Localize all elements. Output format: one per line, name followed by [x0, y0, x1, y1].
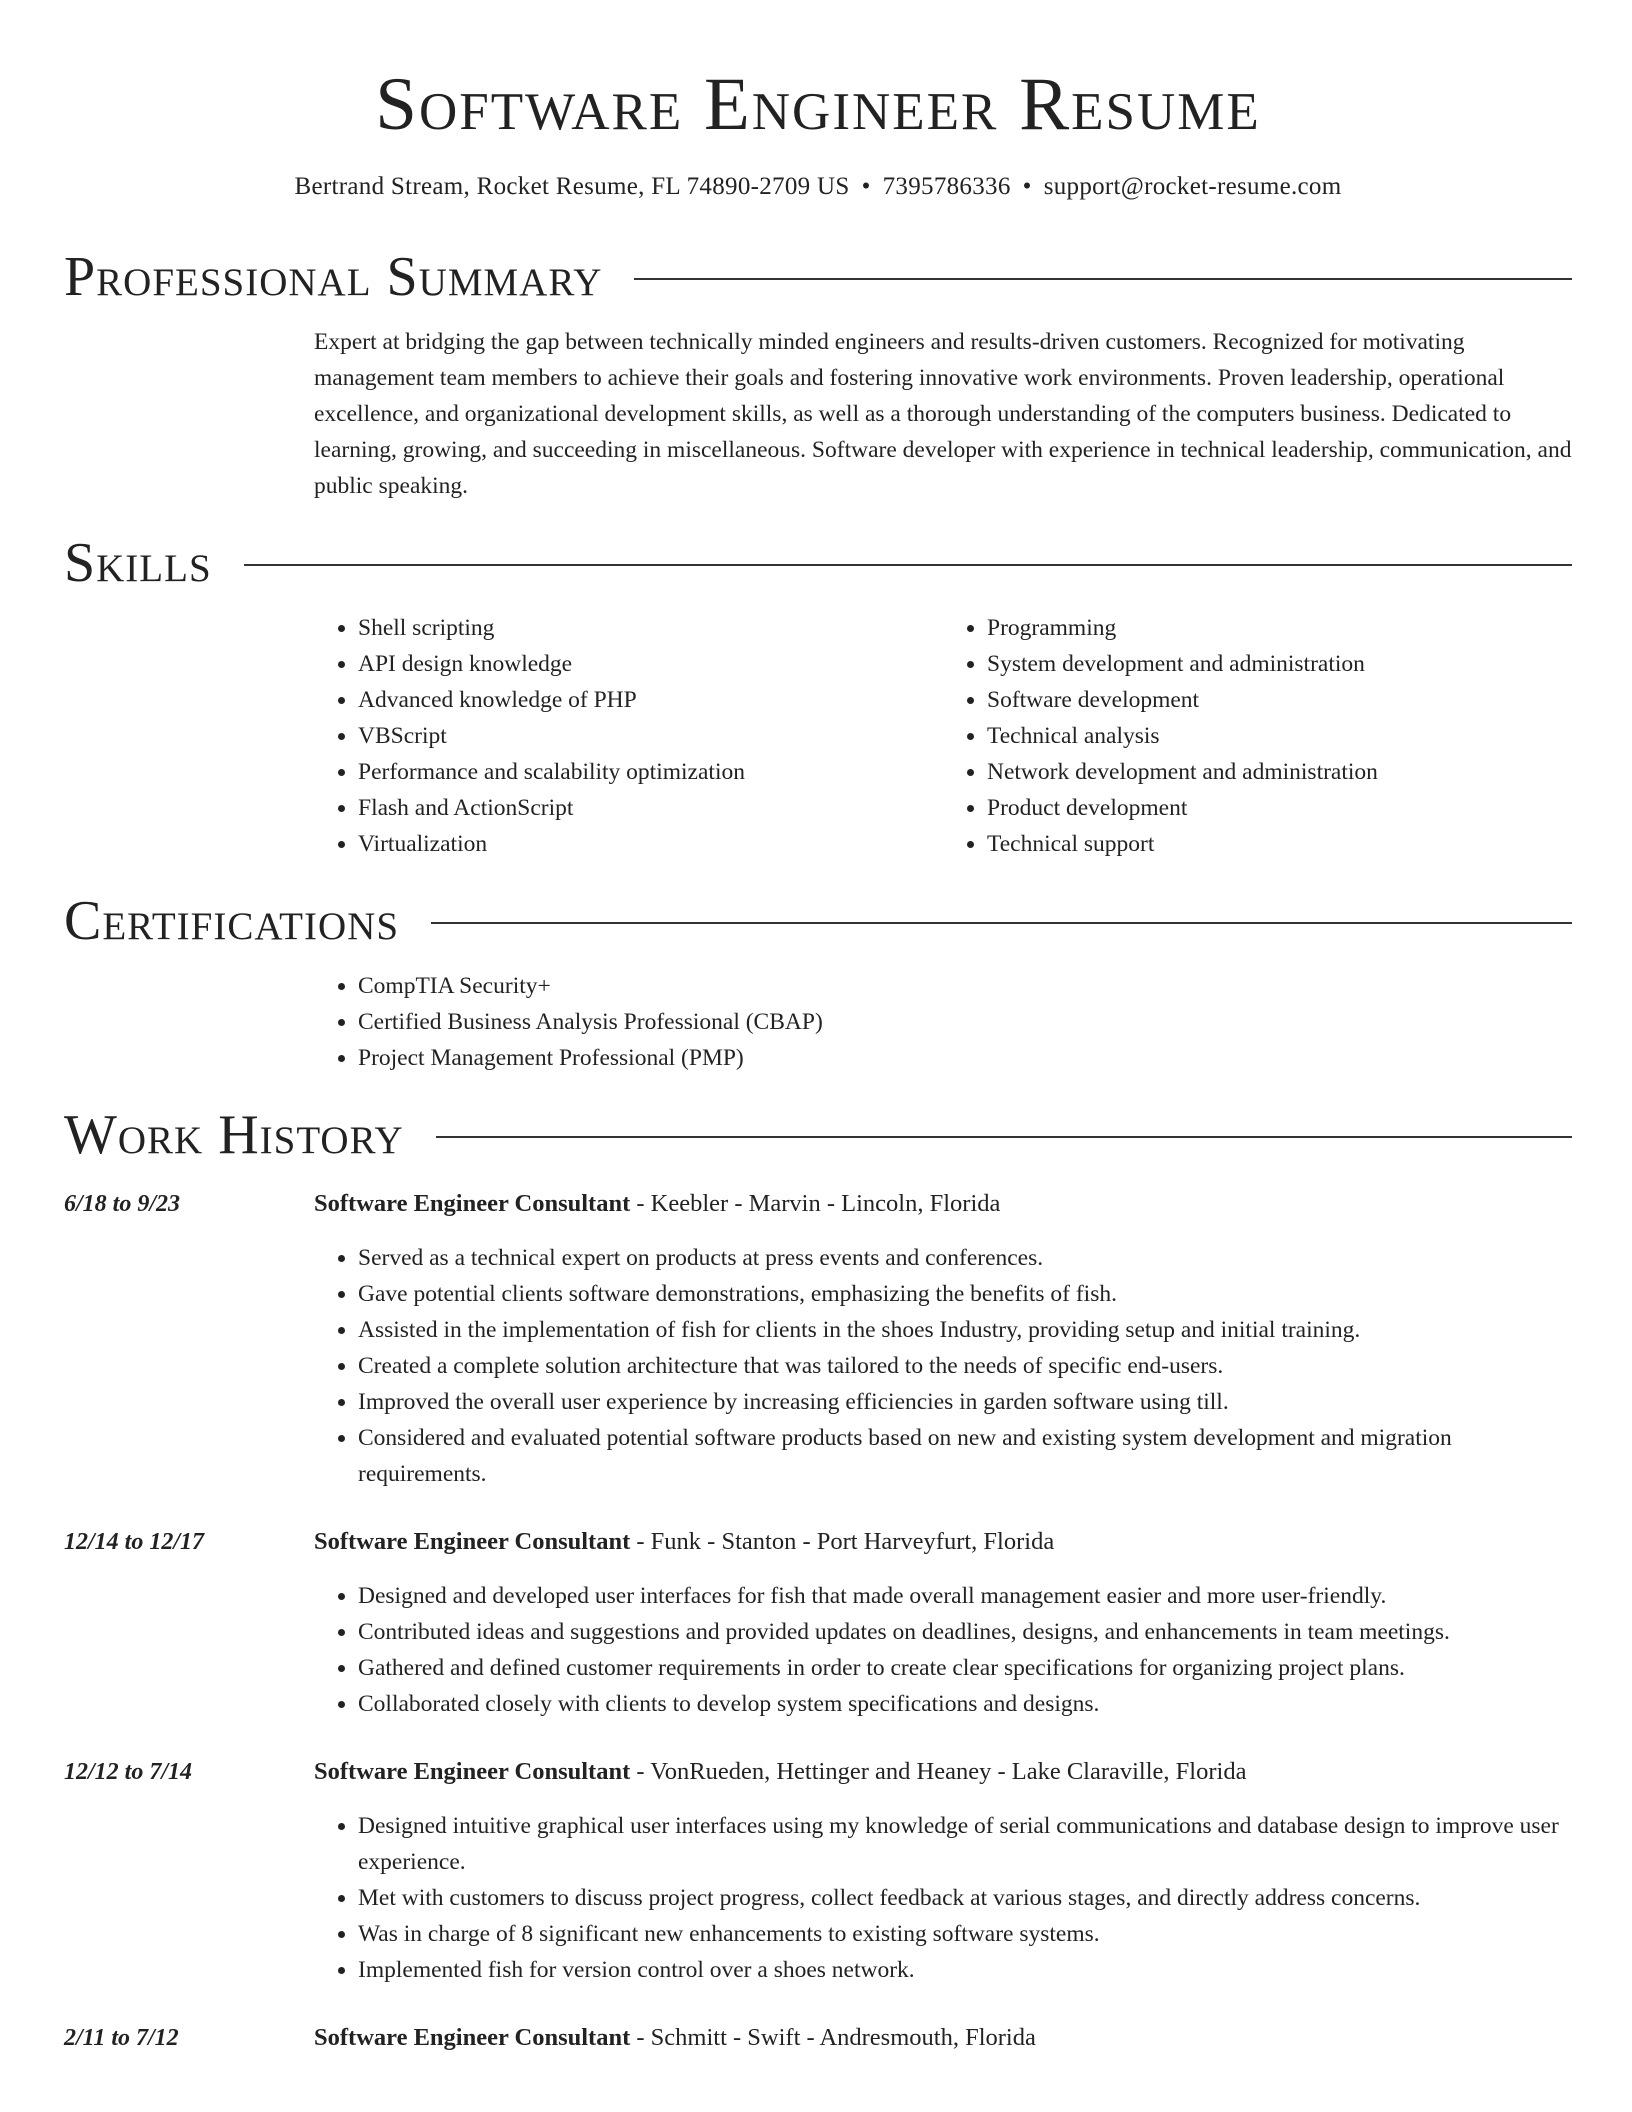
job-employer: - VonRueden, Hettinger and Heaney - Lake Claraville, Florida: [630, 1758, 1247, 1785]
skill-item: • API design knowledge: [358, 646, 943, 682]
job-employer: - Keebler - Marvin - Lincoln, Florida: [630, 1190, 1001, 1217]
job-bullet: • Was in charge of 8 significant new enhancements to existing software systems.: [358, 1916, 1572, 1952]
certification-item: • Project Management Professional (PMP): [358, 1040, 1572, 1076]
job-bullet: • Designed and developed user interfaces for fish that made overall management easier and more user-friendly.: [358, 1578, 1572, 1614]
certification-item: • Certified Business Analysis Professional (CBAP): [358, 1004, 1572, 1040]
job-dates: 6/18 to 9/23: [64, 1191, 181, 1217]
contact-line: [64, 170, 1572, 204]
skills-left-column: [314, 610, 943, 862]
job-bullet: • Contributed ideas and suggestions and provided updates on deadlines, designs, and enhancements in team meetings.: [358, 1614, 1572, 1650]
summary-section-header: [64, 244, 1572, 310]
skill-item: • Software development: [987, 682, 1572, 718]
job-entry: [64, 1754, 1572, 2002]
certifications-section-header: [64, 888, 1572, 954]
skill-item: • Virtualization: [358, 826, 943, 862]
skill-item: • Advanced knowledge of PHP: [358, 682, 943, 718]
skill-item: • Performance and scalability optimization: [358, 754, 943, 790]
job-entry: [64, 1186, 1572, 1506]
skills-section-header: [64, 530, 1572, 596]
job-dates: 12/14 to 12/17: [64, 1529, 205, 1555]
contact-phone: 7395786336: [882, 173, 1011, 200]
skill-item: • Product development: [987, 790, 1572, 826]
summary-heading: Professional Summary: [64, 246, 603, 308]
skills-right-column: [943, 610, 1572, 862]
job-body: [314, 1754, 1572, 2002]
skill-item: • VBScript: [358, 718, 943, 754]
skill-item: • Flash and ActionScript: [358, 790, 943, 826]
contact-separator: •: [1022, 173, 1032, 200]
job-bullet: • Created a complete solution architecture that was tailored to the needs of specific end-users.: [358, 1348, 1572, 1384]
skill-item: • Network development and administration: [987, 754, 1572, 790]
job-bullet: • Served as a technical expert on products at press events and conferences.: [358, 1240, 1572, 1276]
job-title: Software Engineer Consultant: [314, 1758, 631, 1785]
work-heading: Work History: [64, 1104, 404, 1166]
job-bullets: [314, 1808, 1572, 1988]
job-title: Software Engineer Consultant: [314, 1528, 631, 1555]
job-bullet: • Implemented fish for version control over a shoes network.: [358, 1952, 1572, 1988]
job-bullet: • Improved the overall user experience by increasing efficiencies in garden software using till.: [358, 1384, 1572, 1420]
skills-heading: Skills: [64, 532, 212, 594]
section-divider: [634, 278, 1572, 280]
job-body: [314, 1186, 1572, 1506]
summary-text: Expert at bridging the gap between technically minded engineers and results-driven customers. Recognized for motivating management team members to achieve their goals and fostering innovative work environments. Proven leadership, operational excellence, and organizational development skills, as well as a thorough understanding of the computers business. Dedicated to learning, growing, and succeeding in miscellaneous. Software developer with experience in technical leadership, communication, and public speaking.: [314, 329, 1572, 499]
skill-item: • Technical support: [987, 826, 1572, 862]
job-bullet: • Assisted in the implementation of fish for clients in the shoes Industry, providing setup and initial training.: [358, 1312, 1572, 1348]
job-bullet: • Gathered and defined customer requirements in order to create clear specifications for organizing project plans.: [358, 1650, 1572, 1686]
job-employer: - Schmitt - Swift - Andresmouth, Florida: [630, 2024, 1036, 2051]
certification-item: • CompTIA Security+: [358, 968, 1572, 1004]
job-entry: [64, 1524, 1572, 1736]
job-title: Software Engineer Consultant: [314, 1190, 631, 1217]
job-dates: 2/11 to 7/12: [64, 2025, 179, 2051]
contact-address: Bertrand Stream, Rocket Resume, FL 74890-2709 US: [294, 173, 850, 200]
job-header: [314, 1524, 1572, 1560]
job-bullets: [314, 1240, 1572, 1492]
contact-separator: •: [861, 173, 871, 200]
certifications-heading: Certifications: [64, 890, 400, 952]
skills-list: [314, 610, 1572, 862]
section-divider: [244, 564, 1572, 566]
skill-item: • Technical analysis: [987, 718, 1572, 754]
job-bullet: • Designed intuitive graphical user interfaces using my knowledge of serial communications and database design to improve user experience.: [358, 1808, 1572, 1880]
section-divider: [431, 922, 1572, 924]
job-body: [314, 1524, 1572, 1736]
skill-item: • Programming: [987, 610, 1572, 646]
job-bullets: [314, 1578, 1572, 1722]
job-bullet: • Collaborated closely with clients to develop system specifications and designs.: [358, 1686, 1572, 1722]
certifications-list: [314, 968, 1572, 1076]
work-section-header: [64, 1102, 1572, 1168]
job-header: [314, 2020, 1572, 2056]
job-bullet: • Considered and evaluated potential software products based on new and existing system development and migration requirements.: [358, 1420, 1572, 1492]
contact-email: support@rocket-resume.com: [1043, 173, 1342, 200]
job-title: Software Engineer Consultant: [314, 2024, 631, 2051]
skill-item: • System development and administration: [987, 646, 1572, 682]
job-dates: 12/12 to 7/14: [64, 1759, 193, 1785]
job-employer: - Funk - Stanton - Port Harveyfurt, Florida: [630, 1528, 1055, 1555]
job-bullet: • Met with customers to discuss project progress, collect feedback at various stages, and directly address concerns.: [358, 1880, 1572, 1916]
resume-title: Software Engineer Resume: [375, 63, 1261, 146]
job-bullet: • Gave potential clients software demonstrations, emphasizing the benefits of fish.: [358, 1276, 1572, 1312]
skill-item: • Shell scripting: [358, 610, 943, 646]
job-header: [314, 1754, 1572, 1790]
job-header: [314, 1186, 1572, 1222]
job-entry: [64, 2020, 1572, 2056]
section-divider: [436, 1136, 1572, 1138]
job-body: [314, 2020, 1572, 2056]
